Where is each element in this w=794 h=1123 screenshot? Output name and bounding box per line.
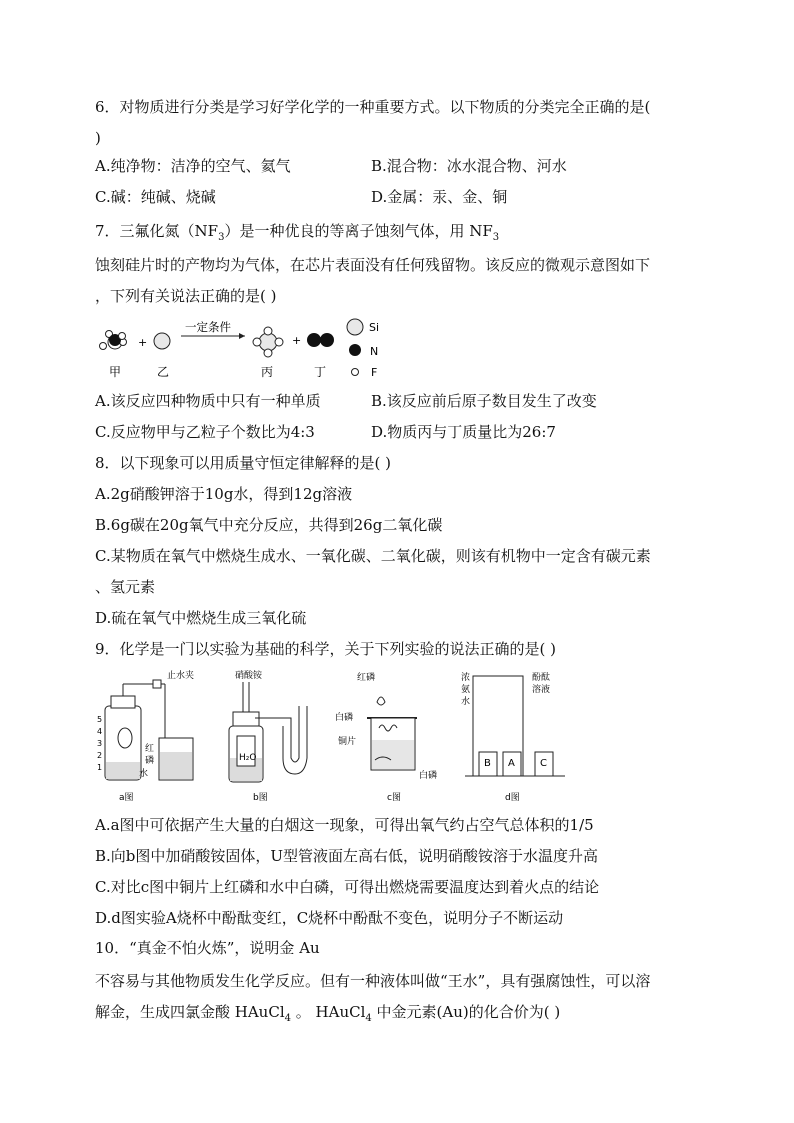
q6-option-d: D.金属：汞、金、铜: [371, 188, 508, 206]
q7-stem-line1: 7．三氟化氮$(NF_3)$是一种优良的等离子蚀刻气体，用 $NF_3$: [95, 222, 500, 243]
svg-text:3: 3: [97, 739, 103, 748]
figure-a: [97, 669, 194, 803]
svg-text:b图: b图: [253, 793, 268, 803]
plus-sign-1: +: [138, 336, 148, 349]
svg-text:a图: a图: [119, 793, 134, 803]
q9-option-b: B.向b图中加硝酸铵固体，U型管液面左高右低，说明硝酸铵溶于水温度升高: [95, 847, 599, 865]
q6-option-a: A.纯净物：洁净的空气、氦气: [95, 157, 291, 175]
svg-text:d图: d图: [505, 793, 520, 803]
reaction-condition: 一定条件: [185, 320, 231, 334]
legend-f: [352, 366, 378, 379]
svg-text:C: C: [540, 758, 547, 769]
q7-stem-line2: 蚀刻硅片时的产物均为气体，在芯片表面没有任何残留物。该反应的微观示意图如下: [95, 256, 651, 274]
svg-text:5: 5: [97, 715, 103, 724]
label-ding: 丁: [314, 365, 327, 379]
q7-stem-line3: ，下列有关说法正确的是( ): [95, 287, 277, 305]
figure-c: [335, 671, 437, 803]
q9-stem: 9．化学是一门以实验为基础的科学，关于下列实验的说法正确的是( ): [95, 640, 557, 658]
svg-text:4: 4: [97, 727, 103, 736]
legend-n: [349, 344, 378, 358]
label-yi: 乙: [157, 365, 170, 379]
molecule-jia: [100, 331, 127, 350]
svg-text:氨: 氨: [461, 685, 471, 695]
q10-stem-line1: 10．“真金不怕火炼”，说明金 Au: [95, 939, 320, 957]
q10-stem-line2: 不容易与其他物质发生化学反应。但有一种液体叫做“王水”，具有强腐蚀性，可以溶: [95, 972, 651, 990]
q8-option-b: B.6g碳在20g氧气中充分反应，共得到26g二氧化碳: [95, 516, 443, 534]
svg-text:止水夹: 止水夹: [167, 671, 195, 681]
q8-option-c: C.某物质在氧气中燃烧生成水、一氧化碳、二氧化碳，则该有机物中一定含有碳元素: [95, 547, 651, 565]
q6-stem: 6．对物质进行分类是学习好学化学的一种重要方式。以下物质的分类完全正确的是(: [95, 98, 651, 116]
svg-text:B: B: [484, 758, 491, 769]
q6-option-c: C.碱：纯碱、烧碱: [95, 188, 216, 206]
q8-stem: 8．以下现象可以用质量守恒定律解释的是( ): [95, 454, 392, 472]
figure-b: [229, 669, 307, 803]
svg-text:铜片: 铜片: [338, 737, 357, 747]
svg-text:白磷: 白磷: [419, 771, 438, 781]
svg-text:红磷: 红磷: [357, 673, 376, 683]
q7-option-b: B.该反应前后原子数目发生了改变: [371, 392, 597, 410]
svg-text:白磷: 白磷: [335, 713, 354, 723]
svg-text:N: N: [370, 345, 379, 358]
svg-text:H₂O: H₂O: [239, 753, 257, 763]
q7-option-d: D.物质丙与丁质量比为26:7: [371, 423, 556, 441]
label-jia: 甲: [109, 365, 122, 379]
svg-text:c图: c图: [387, 793, 401, 803]
molecule-bing: [253, 327, 283, 357]
svg-text:磷: 磷: [145, 756, 155, 766]
q9-option-c: C.对比c图中铜片上红磷和水中白磷，可得出燃烧需要温度达到着火点的结论: [95, 878, 600, 896]
label-bing: 丙: [261, 365, 274, 379]
arrow-head-icon: [239, 333, 245, 339]
q9-option-a: A.a图中可依据产生大量的白烟这一现象，可得出氧气约占空气总体积的1/5: [95, 816, 594, 834]
q8-option-a: A.2g硝酸钾溶于10g水，得到12g溶液: [95, 485, 353, 503]
q6-option-b: B.混合物：冰水混合物、河水: [371, 157, 567, 175]
experiment-figures: [95, 666, 575, 806]
svg-text:水: 水: [139, 769, 149, 779]
svg-text:酚酞: 酚酞: [532, 673, 551, 683]
svg-text:2: 2: [97, 751, 103, 760]
svg-text:水: 水: [461, 697, 471, 707]
reaction-diagram: [95, 312, 395, 384]
molecule-ding: [307, 333, 334, 347]
svg-text:红: 红: [145, 744, 155, 754]
svg-text:浓: 浓: [461, 673, 471, 683]
svg-text:1: 1: [97, 763, 103, 772]
legend-si: [347, 319, 379, 335]
q7-option-a: A.该反应四种物质中只有一种单质: [95, 392, 321, 410]
q10-stem-line3: 解金，生成四氯金酸 HAuCl$_4$ 。 HAuCl$_4$ 中金元素(Au)的化合价为( ): [95, 1003, 561, 1024]
figure-d: [461, 671, 565, 803]
q9-option-d: D.d图实验A烧杯中酚酞变红，C烧杯中酚酞不变色，说明分子不断运动: [95, 909, 564, 927]
svg-text:硝酸铵: 硝酸铵: [235, 671, 263, 681]
svg-text:溶液: 溶液: [532, 685, 551, 695]
svg-text:F: F: [371, 366, 378, 379]
svg-text:Si: Si: [369, 321, 380, 334]
q7-option-c: C.反应物甲与乙粒子个数比为4:3: [95, 423, 315, 441]
molecule-yi: [154, 333, 170, 349]
q6-stem-tail: ): [95, 129, 101, 147]
plus-sign-2: +: [292, 334, 302, 347]
q8-option-d: D.硫在氧气中燃烧生成三氧化硫: [95, 609, 307, 627]
svg-text:A: A: [508, 758, 515, 769]
q8-option-c-cont: 、氢元素: [95, 578, 156, 596]
